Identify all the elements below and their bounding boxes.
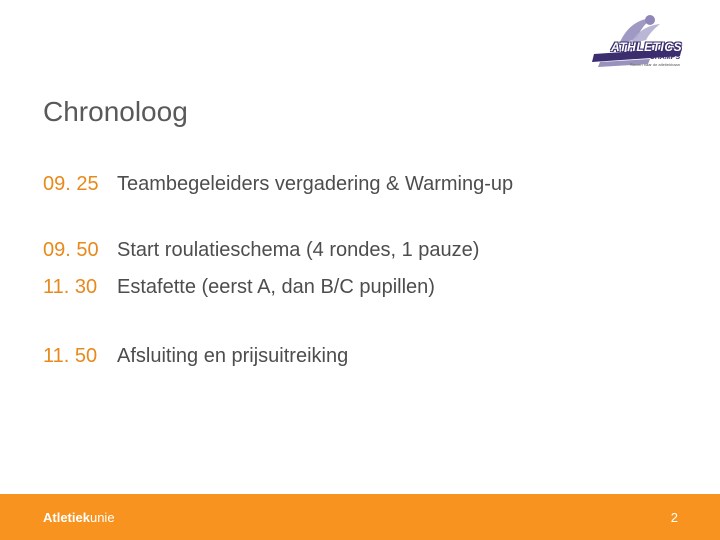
schedule-description: Estafette (eerst A, dan B/C pupillen) [117, 276, 435, 298]
logo-sub: CHAMPS [649, 54, 680, 61]
logo-word: ATHLETICS [611, 40, 682, 54]
logo-tagline: Samen naar de atletiekbaan [629, 62, 680, 67]
schedule-item [43, 344, 348, 368]
slide-title: Chronoloog [43, 96, 188, 127]
schedule-time: 09. 50 [43, 239, 99, 261]
schedule-time: 11. 30 [43, 276, 98, 298]
schedule-description: Start roulatieschema (4 rondes, 1 pauze) [117, 239, 480, 261]
schedule-description: Afsluiting en prijsuitreiking [117, 345, 349, 367]
schedule-time: 09. 25 [43, 173, 99, 195]
logo-caption [596, 40, 686, 66]
schedule-time: 11. 50 [43, 345, 98, 367]
footer-bar [0, 494, 720, 540]
page-number: 2 [670, 510, 678, 525]
schedule-item [43, 275, 435, 299]
schedule-item [43, 172, 513, 196]
brand-bold: Atletiek [43, 510, 90, 525]
schedule-item [43, 238, 479, 262]
footer-brand [43, 510, 115, 526]
brand-light: unie [89, 510, 115, 525]
schedule-description: Teambegeleiders vergadering & Warming-up [117, 173, 514, 195]
